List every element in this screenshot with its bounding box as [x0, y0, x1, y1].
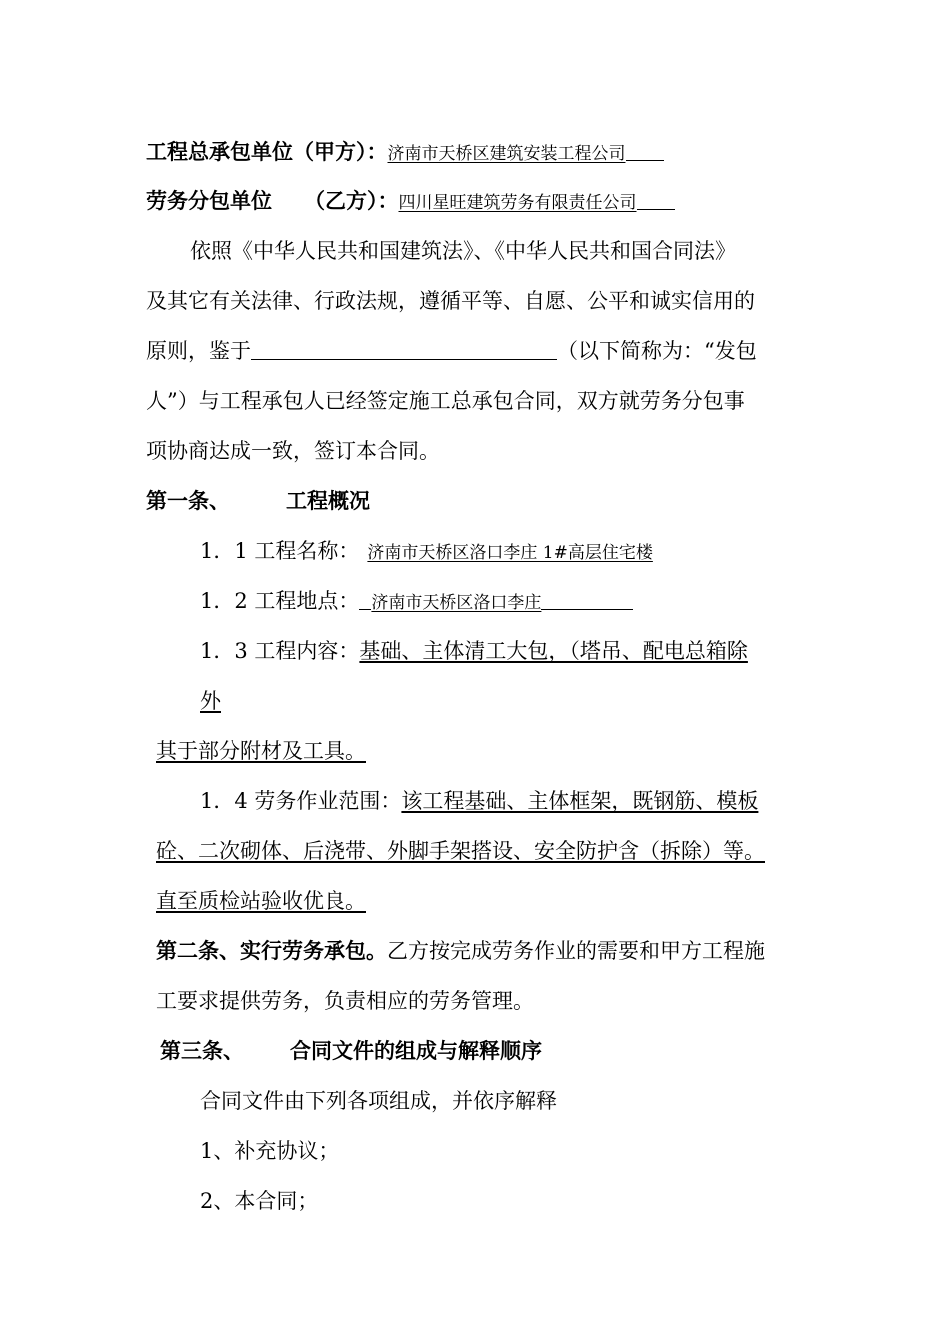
- item-4-value-3: 直至质检站验收优良。: [156, 889, 366, 913]
- article-3-number: 第三条、: [160, 1038, 244, 1063]
- item-2-value: 济南市天桥区洛口李庄: [371, 593, 542, 613]
- intro-line-4: 人”）与工程承包人已经签定施工总承包合同，双方就劳务分包事: [146, 389, 745, 413]
- article-2-heading: 第二条、实行劳务承包。: [156, 938, 387, 963]
- item-3-value-2: 外: [200, 689, 221, 713]
- article-2-text-1: 乙方按完成劳务作业的需要和甲方工程施: [387, 939, 765, 963]
- party-b-label-suffix: （乙方）：: [304, 188, 399, 213]
- intro-line-3-end: （以下简称为：“发包: [557, 339, 757, 363]
- article-3-intro: 合同文件由下列各项组成，并依序解释: [200, 1089, 557, 1113]
- intro-line-5: 项协商达成一致，签订本合同。: [146, 439, 440, 463]
- party-a-value: 济南市天桥区建筑安装工程公司: [387, 144, 626, 164]
- item-4-value-1: 该工程基础、主体框架，既钢筋、模板: [401, 789, 759, 813]
- item-3-value-3: 其于部分附材及工具。: [156, 739, 366, 763]
- client-name-blank: [251, 337, 557, 360]
- party-a-label: 工程总承包单位（甲方）：: [146, 139, 388, 164]
- item-2-blank-post: [541, 587, 633, 610]
- item-1-label: 1．1 工程名称：: [200, 539, 360, 563]
- item-2-label: 1．2 工程地点：: [200, 589, 360, 613]
- article-1-heading: [146, 486, 370, 516]
- party-b-value: 四川星旺建筑劳务有限责任公司: [398, 193, 637, 213]
- party-a-blank: [626, 138, 664, 161]
- item-3-label: 1．3 工程内容：: [200, 639, 360, 663]
- article-2-line-2: 工要求提供劳务，负责相应的劳务管理。: [156, 989, 534, 1013]
- party-b-label: 劳务分包单位: [146, 188, 272, 213]
- article-1-item-4: [200, 786, 758, 816]
- party-b-row: [146, 186, 675, 216]
- article-3-item-2: 2、本合同；: [200, 1189, 319, 1213]
- article-3-heading: [160, 1036, 542, 1066]
- party-b-blank: [637, 187, 675, 210]
- item-4-label: 1．4 劳务作业范围：: [200, 789, 402, 813]
- article-1-item-1: [200, 536, 653, 566]
- item-2-blank-pre: [359, 587, 371, 610]
- article-1-title: 工程概况: [286, 488, 370, 513]
- item-4-value-2: 砼、二次砌体、后浇带、外脚手架搭设、安全防护含（拆除）等。: [156, 839, 765, 863]
- article-1-item-3: [200, 636, 748, 666]
- party-a-row: [146, 137, 664, 167]
- intro-line-3: [146, 336, 757, 366]
- article-2-line-1: [156, 936, 765, 966]
- item-3-value-1: 基础、主体清工大包，（塔吊、配电总箱除: [359, 639, 748, 663]
- article-3-item-1: 1、补充协议；: [200, 1139, 340, 1163]
- article-1-item-2: [200, 586, 633, 616]
- intro-line-1: 依照《中华人民共和国建筑法》、《中华人民共和国合同法》: [190, 239, 736, 263]
- item-1-value: 济南市天桥区洛口李庄 1#高层住宅楼: [367, 543, 653, 563]
- intro-line-2: 及其它有关法律、行政法规，遵循平等、自愿、公平和诚实信用的: [146, 289, 755, 313]
- article-3-title: 合同文件的组成与解释顺序: [290, 1038, 542, 1063]
- intro-line-3-start: 原则，鉴于: [146, 339, 251, 363]
- article-1-number: 第一条、: [146, 488, 230, 513]
